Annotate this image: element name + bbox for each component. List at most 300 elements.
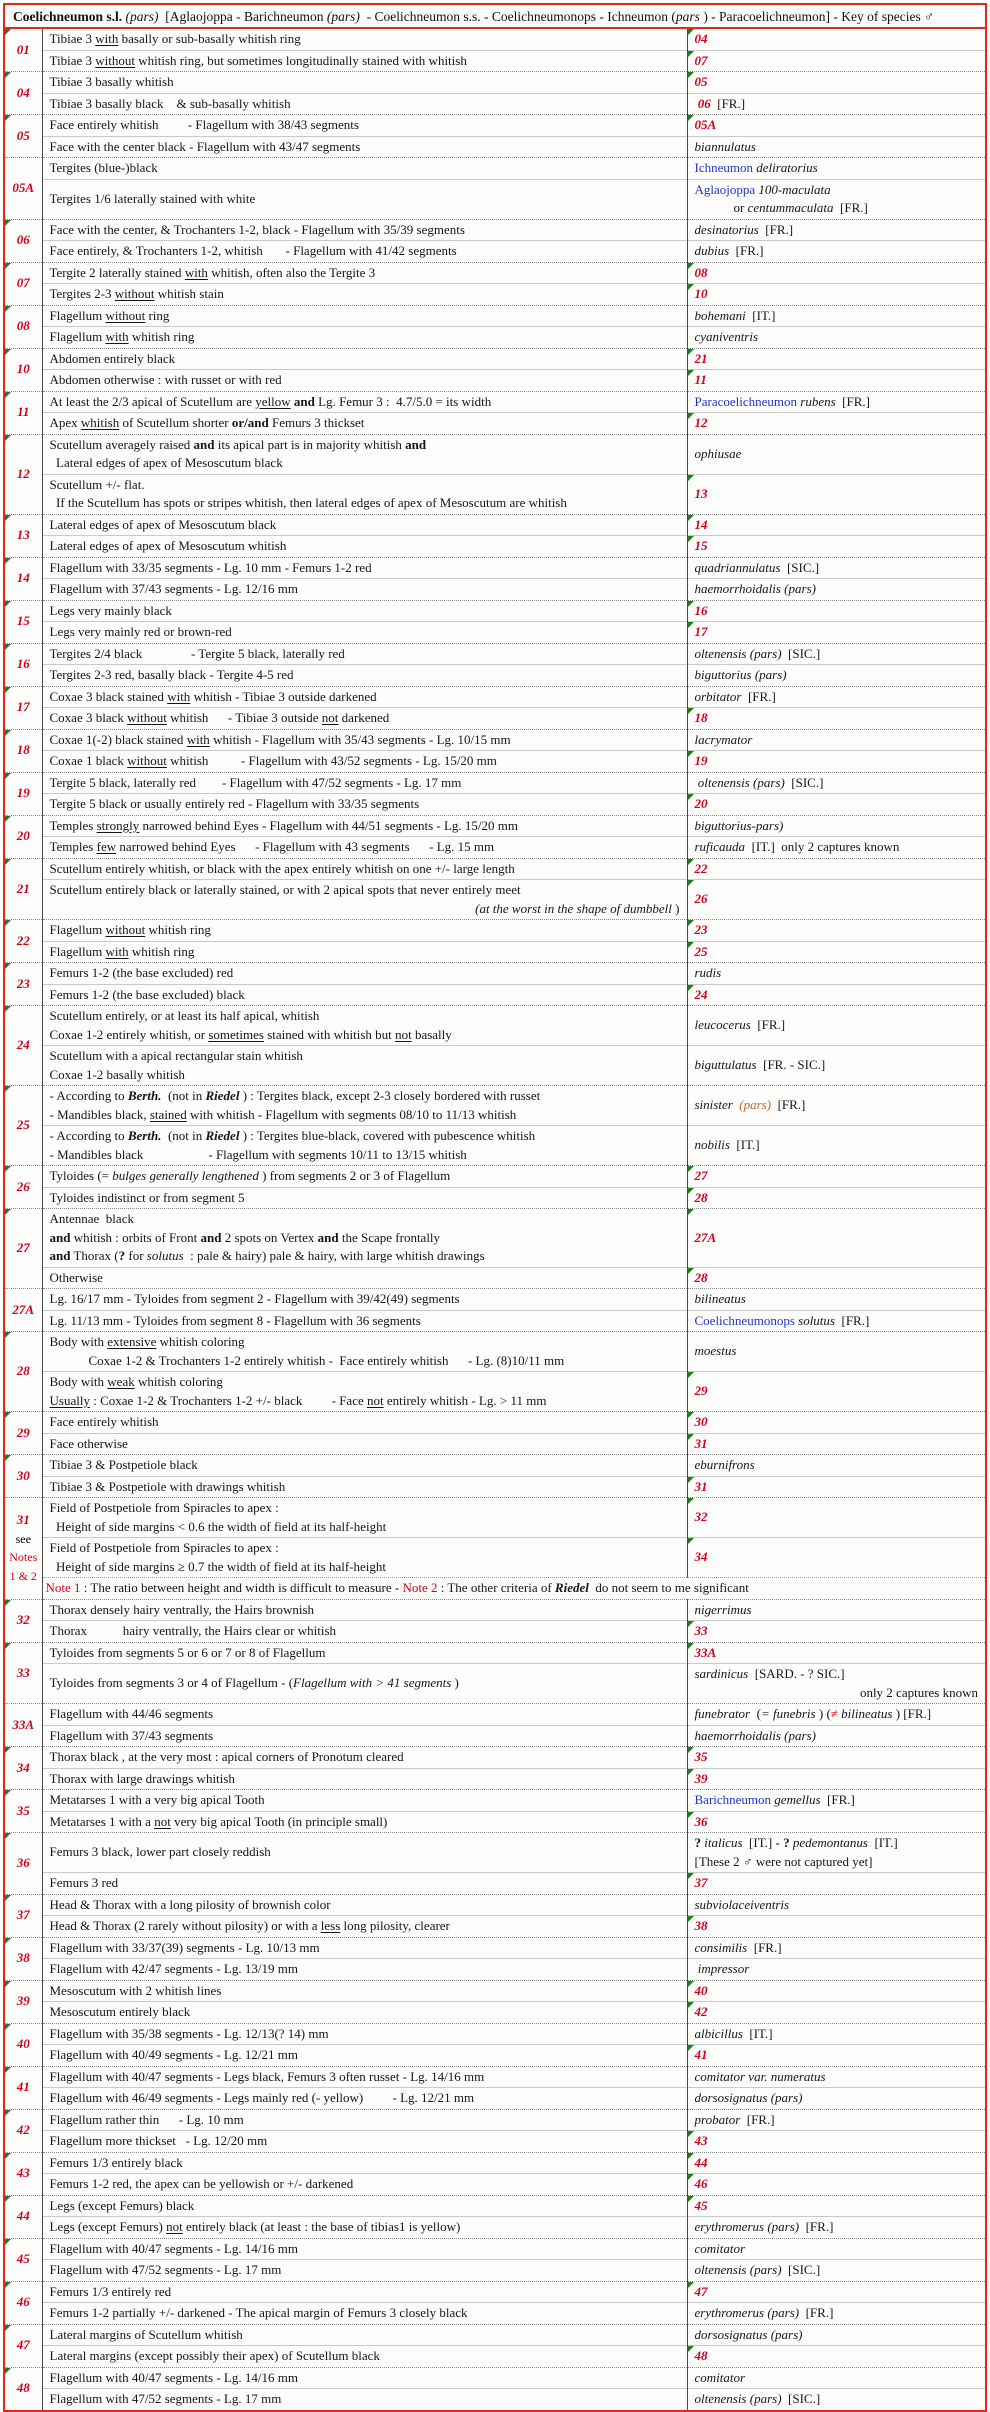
- branch-description: At least the 2/3 apical of Scutellum are yellow and Lg. Femur 3 : 4.7/5.0 = its width: [42, 391, 687, 413]
- branch-result-goto: 39: [687, 1768, 985, 1790]
- branch-description: Face entirely whitish - Flagellum with 38/43 segments: [42, 115, 687, 137]
- branch-description: Legs very mainly black: [42, 600, 687, 622]
- branch-result-goto: 46: [687, 2174, 985, 2196]
- branch-result-species: comitator: [687, 2238, 985, 2260]
- couplet-branch-row: [5, 1811, 985, 1833]
- couplet-branch-row: [5, 858, 985, 880]
- branch-description: Tergites 1/6 laterally stained with white: [42, 179, 687, 219]
- branch-result-goto: 12: [687, 413, 985, 435]
- branch-description: Coxae 1 black without whitish - Flagellum with 43/52 segments - Lg. 15/20 mm: [42, 751, 687, 773]
- couplet-number: 05: [5, 115, 42, 158]
- couplet-branch-row: [5, 557, 985, 579]
- branch-description: Lg. 11/13 mm - Tyloides from segment 8 - Flagellum with 36 segments: [42, 1310, 687, 1332]
- branch-result-goto: 34: [687, 1538, 985, 1578]
- branch-description: Tyloides from segments 3 or 4 of Flagellum - (Flagellum with > 41 segments ): [42, 1664, 687, 1704]
- couplet-number: 48: [5, 2367, 42, 2410]
- branch-result-goto: 38: [687, 1916, 985, 1938]
- couplet-branch-row: [5, 179, 985, 219]
- couplet-number: 28: [5, 1332, 42, 1412]
- couplet-branch-row: [5, 536, 985, 558]
- branch-description: Apex whitish of Scutellum shorter or/and Femurs 3 thickset: [42, 413, 687, 435]
- branch-description: Flagellum with 47/52 segments - Lg. 17 mm: [42, 2389, 687, 2410]
- note-row: [5, 1578, 985, 1600]
- couplet-branch-row: [5, 1980, 985, 2002]
- couplet-branch-row: [5, 751, 985, 773]
- branch-result-species: haemorrhoidalis (pars): [687, 1725, 985, 1747]
- branch-description: - According to Berth. (not in Riedel ) : Tergites blue-black, covered with pubescence whitish - Mandibles black - Flagellum with segments 10/11 to 13/15 whitish: [42, 1126, 687, 1166]
- couplet-number: 34: [5, 1747, 42, 1790]
- couplet-number: 05A: [5, 158, 42, 220]
- branch-result-species: oltenensis (pars) [SIC.]: [687, 772, 985, 794]
- couplet-branch-row: [5, 348, 985, 370]
- couplet-branch-row: [5, 2045, 985, 2067]
- couplet-branch-row: [5, 1704, 985, 1726]
- branch-result-goto: 36: [687, 1811, 985, 1833]
- branch-description: - According to Berth. (not in Riedel ) : Tergites black, except 2-3 closely bordered with russet - Mandibles black, stained with whitish - Flagellum with segments 08/10 to 11/13 whitish: [42, 1086, 687, 1126]
- couplet-branch-row: [5, 2367, 985, 2389]
- couplet-branch-row: [5, 1332, 985, 1372]
- branch-result-goto: 30: [687, 1412, 985, 1434]
- couplet-branch-row: [5, 136, 985, 158]
- branch-description: Temples few narrowed behind Eyes - Flagellum with 43 segments - Lg. 15 mm: [42, 837, 687, 859]
- branch-description: Flagellum with 33/35 segments - Lg. 10 mm - Femurs 1-2 red: [42, 557, 687, 579]
- couplet-number: 38: [5, 1937, 42, 1980]
- branch-description: Face with the center black - Flagellum with 43/47 segments: [42, 136, 687, 158]
- branch-result-goto: 35: [687, 1747, 985, 1769]
- couplet-number: 39: [5, 1980, 42, 2023]
- couplet-branch-row: [5, 963, 985, 985]
- couplet-branch-row: [5, 2152, 985, 2174]
- branch-description: Flagellum with 37/43 segments - Lg. 12/16 mm: [42, 579, 687, 601]
- couplet-number: 32: [5, 1599, 42, 1642]
- branch-result-goto: 37: [687, 1873, 985, 1895]
- branch-result-goto: 33A: [687, 1642, 985, 1664]
- branch-result-species: rudis: [687, 963, 985, 985]
- couplet-number: 23: [5, 963, 42, 1006]
- branch-result-species: quadriannulatus [SIC.]: [687, 557, 985, 579]
- couplet-branch-row: [5, 2002, 985, 2024]
- branch-description: Face otherwise: [42, 1433, 687, 1455]
- couplet-branch-row: [5, 941, 985, 963]
- branch-result-species: nigerrimus: [687, 1599, 985, 1621]
- branch-result-goto: 08: [687, 262, 985, 284]
- branch-description: Mesoscutum with 2 whitish lines: [42, 1980, 687, 2002]
- couplet-branch-row: [5, 2217, 985, 2239]
- couplet-branch-row: [5, 1267, 985, 1289]
- branch-result-goto: 33: [687, 1621, 985, 1643]
- couplet-branch-row: [5, 837, 985, 859]
- branch-description: Flagellum with whitish ring: [42, 941, 687, 963]
- branch-result-species: Paracoelichneumon rubens [FR.]: [687, 391, 985, 413]
- couplet-branch-row: [5, 772, 985, 794]
- couplet-branch-row: [5, 1937, 985, 1959]
- branch-description: Lateral margins (except possibly their apex) of Scutellum black: [42, 2346, 687, 2368]
- couplet-branch-row: [5, 920, 985, 942]
- branch-description: Femurs 1-2 partially +/- darkened - The apical margin of Femurs 3 closely black: [42, 2303, 687, 2325]
- branch-description: Tibiae 3 & Postpetiole with drawings whitish: [42, 1476, 687, 1498]
- couplet-branch-row: [5, 1455, 985, 1477]
- branch-description: Tibiae 3 with basally or sub-basally whitish ring: [42, 29, 687, 50]
- branch-result-goto: 10: [687, 284, 985, 306]
- couplet-branch-row: [5, 1166, 985, 1188]
- branch-description: Field of Postpetiole from Spiracles to apex : Height of side margins < 0.6 the width of field at its half-height: [42, 1498, 687, 1538]
- couplet-number: 26: [5, 1166, 42, 1209]
- couplet-branch-row: [5, 2109, 985, 2131]
- branch-result-species: oltenensis (pars) [SIC.]: [687, 2389, 985, 2410]
- couplet-branch-row: [5, 2389, 985, 2410]
- couplet-branch-row: [5, 579, 985, 601]
- branch-result-species: erythromerus (pars) [FR.]: [687, 2303, 985, 2325]
- branch-result-goto: 40: [687, 1980, 985, 2002]
- branch-description: Femurs 1-2 red, the apex can be yellowish or +/- darkened: [42, 2174, 687, 2196]
- couplet-branch-row: [5, 284, 985, 306]
- branch-result-species: lacrymator: [687, 729, 985, 751]
- couplet-branch-row: [5, 1187, 985, 1209]
- branch-result-species: sinister (pars) [FR.]: [687, 1086, 985, 1126]
- couplet-branch-row: [5, 1621, 985, 1643]
- branch-result-goto: 44: [687, 2152, 985, 2174]
- couplet-number: 45: [5, 2238, 42, 2281]
- couplet-branch-row: [5, 370, 985, 392]
- branch-description: Flagellum with 46/49 segments - Legs mainly red (- yellow) - Lg. 12/21 mm: [42, 2088, 687, 2110]
- couplet-branch-row: [5, 665, 985, 687]
- branch-description: Flagellum with whitish ring: [42, 327, 687, 349]
- branch-description: Femurs 1/3 entirely red: [42, 2281, 687, 2303]
- branch-result-goto: 15: [687, 536, 985, 558]
- branch-description: Otherwise: [42, 1267, 687, 1289]
- couplet-number: 06: [5, 219, 42, 262]
- couplet-branch-row: [5, 1833, 985, 1873]
- branch-result-species: erythromerus (pars) [FR.]: [687, 2217, 985, 2239]
- branch-result-goto: 22: [687, 858, 985, 880]
- branch-description: Head & Thorax with a long pilosity of brownish color: [42, 1894, 687, 1916]
- couplet-branch-row: [5, 1768, 985, 1790]
- branch-description: Scutellum entirely black or laterally stained, or with 2 apical spots that never entirely meet (at the worst in the shape of dumbbell ): [42, 880, 687, 920]
- branch-description: Tyloides from segments 5 or 6 or 7 or 8 of Flagellum: [42, 1642, 687, 1664]
- branch-description: Face entirely whitish: [42, 1412, 687, 1434]
- branch-result-species: albicillus [IT.]: [687, 2023, 985, 2045]
- branch-description: Flagellum with 33/37(39) segments - Lg. 10/13 mm: [42, 1937, 687, 1959]
- couplet-branch-row: [5, 2346, 985, 2368]
- couplet-branch-row: [5, 1642, 985, 1664]
- couplet-branch-row: [5, 708, 985, 730]
- branch-result-goto: 32: [687, 1498, 985, 1538]
- branch-result-goto: 05A: [687, 115, 985, 137]
- couplet-branch-row: [5, 2324, 985, 2346]
- branch-description: Flagellum without whitish ring: [42, 920, 687, 942]
- branch-description: Flagellum rather thin - Lg. 10 mm: [42, 2109, 687, 2131]
- couplet-branch-row: [5, 1664, 985, 1704]
- branch-description: Tergites 2-3 without whitish stain: [42, 284, 687, 306]
- couplet-number: 46: [5, 2281, 42, 2324]
- couplet-branch-row: [5, 241, 985, 263]
- branch-description: Tyloides (= bulges generally lengthened ) from segments 2 or 3 of Flagellum: [42, 1166, 687, 1188]
- branch-result-goto: 29: [687, 1372, 985, 1412]
- branch-result-species: biguttulatus [FR. - SIC.]: [687, 1046, 985, 1086]
- couplet-number: 17: [5, 686, 42, 729]
- couplet-branch-row: [5, 1873, 985, 1895]
- couplet-branch-row: [5, 93, 985, 115]
- branch-description: Temples strongly narrowed behind Eyes - Flagellum with 44/51 segments - Lg. 15/20 mm: [42, 815, 687, 837]
- couplet-branch-row: [5, 1725, 985, 1747]
- couplet-branch-row: [5, 815, 985, 837]
- page-title: Coelichneumon s.l. (pars) [Aglaojoppa - Barichneumon (pars) - Coelichneumon s.s. - Coelichneumonops - Ichneumon (pars ) - Paracoelichneumon] - Key of species ♂: [5, 5, 985, 29]
- couplet-branch-row: [5, 880, 985, 920]
- branch-description: Scutellum entirely, or at least its half apical, whitish Coxae 1-2 entirely whitish, or sometimes stained with whitish but not basally: [42, 1006, 687, 1046]
- branch-result-goto: 04: [687, 29, 985, 50]
- branch-result-goto: 17: [687, 622, 985, 644]
- branch-description: Tibiae 3 without whitish ring, but sometimes longitudinally stained with whitish: [42, 50, 687, 72]
- couplet-branch-row: [5, 1538, 985, 1578]
- couplet-branch-row: [5, 2088, 985, 2110]
- branch-description: Legs (except Femurs) not entirely black (at least : the base of tibias1 is yellow): [42, 2217, 687, 2239]
- branch-description: Lateral edges of apex of Mesoscutum whitish: [42, 536, 687, 558]
- couplet-number: 16: [5, 643, 42, 686]
- branch-result-species: oltenensis (pars) [SIC.]: [687, 2260, 985, 2282]
- couplet-number: 27A: [5, 1289, 42, 1332]
- branch-description: Field of Postpetiole from Spiracles to apex : Height of side margins ≥ 0.7 the width of field at its half-height: [42, 1538, 687, 1578]
- couplet-branch-row: [5, 686, 985, 708]
- branch-result-species: Aglaojoppa 100-maculata or centummaculata [FR.]: [687, 179, 985, 219]
- identification-key-page: [3, 3, 987, 2412]
- couplet-branch-row: [5, 2260, 985, 2282]
- couplet-branch-row: [5, 622, 985, 644]
- couplet-branch-row: [5, 1959, 985, 1981]
- branch-description: Flagellum with 40/47 segments - Lg. 14/16 mm: [42, 2367, 687, 2389]
- branch-result-species: orbitator [FR.]: [687, 686, 985, 708]
- branch-result-goto: 45: [687, 2195, 985, 2217]
- branch-description: Lg. 16/17 mm - Tyloides from segment 2 - Flagellum with 39/42(49) segments: [42, 1289, 687, 1311]
- branch-description: Scutellum +/- flat. If the Scutellum has spots or stripes whitish, then lateral edges of apex of Mesoscutum are whitish: [42, 474, 687, 514]
- branch-description: Tibiae 3 basally black & sub-basally whitish: [42, 93, 687, 115]
- branch-description: Tergites 2-3 red, basally black - Tergite 4-5 red: [42, 665, 687, 687]
- couplet-branch-row: [5, 1412, 985, 1434]
- branch-result-species: dorsosignatus (pars): [687, 2324, 985, 2346]
- branch-description: Tergite 5 black or usually entirely red - Flagellum with 33/35 segments: [42, 794, 687, 816]
- note-text: Note 1 : The ratio between height and width is difficult to measure - Note 2 : The other criteria of Riedel do not seem to me significant: [42, 1578, 985, 1600]
- branch-result-species: subviolaceiventris: [687, 1894, 985, 1916]
- couplet-number: 35: [5, 1790, 42, 1833]
- branch-description: Lateral margins of Scutellum whitish: [42, 2324, 687, 2346]
- couplet-branch-row: [5, 72, 985, 94]
- couplet-branch-row: [5, 115, 985, 137]
- branch-description: Scutellum with a apical rectangular stain whitish Coxae 1-2 basally whitish: [42, 1046, 687, 1086]
- couplet-branch-row: [5, 1433, 985, 1455]
- branch-description: Face entirely, & Trochanters 1-2, whitish - Flagellum with 41/42 segments: [42, 241, 687, 263]
- couplet-number: 01: [5, 29, 42, 72]
- couplet-number: 31 see Notes 1 & 2: [5, 1498, 42, 1600]
- couplet-branch-row: [5, 643, 985, 665]
- branch-description: Coxae 3 black without whitish - Tibiae 3 outside not darkened: [42, 708, 687, 730]
- branch-result-species: Barichneumon gemellus [FR.]: [687, 1790, 985, 1812]
- couplet-branch-row: [5, 1046, 985, 1086]
- couplet-number: 14: [5, 557, 42, 600]
- branch-description: Antennae black and whitish : orbits of Front and 2 spots on Vertex and the Scape frontally and Thorax (? for solutus : pale & hairy) pale & hairy, with large whitish drawings: [42, 1209, 687, 1268]
- couplet-branch-row: [5, 1006, 985, 1046]
- couplet-branch-row: [5, 2131, 985, 2153]
- branch-result-goto: 42: [687, 2002, 985, 2024]
- branch-description: Flagellum with 47/52 segments - Lg. 17 mm: [42, 2260, 687, 2282]
- branch-result-species: eburnifrons: [687, 1455, 985, 1477]
- branch-description: Femurs 3 red: [42, 1873, 687, 1895]
- couplet-number: 15: [5, 600, 42, 643]
- branch-description: Thorax with large drawings whitish: [42, 1768, 687, 1790]
- branch-result-goto: 24: [687, 984, 985, 1006]
- couplet-branch-row: [5, 1916, 985, 1938]
- couplet-branch-row: [5, 262, 985, 284]
- branch-result-goto: 26: [687, 880, 985, 920]
- branch-description: Metatarses 1 with a very big apical Tooth: [42, 1790, 687, 1812]
- couplet-branch-row: [5, 1310, 985, 1332]
- couplet-number: 37: [5, 1894, 42, 1937]
- couplet-number: 27: [5, 1209, 42, 1289]
- branch-result-goto: 31: [687, 1476, 985, 1498]
- branch-description: Mesoscutum entirely black: [42, 2002, 687, 2024]
- couplet-branch-row: [5, 1747, 985, 1769]
- branch-description: Femurs 3 black, lower part closely reddish: [42, 1833, 687, 1873]
- branch-description: Abdomen entirely black: [42, 348, 687, 370]
- couplet-number: 22: [5, 920, 42, 963]
- couplet-number: 21: [5, 858, 42, 920]
- branch-description: Metatarses 1 with a not very big apical Tooth (in principle small): [42, 1811, 687, 1833]
- branch-description: Tibiae 3 basally whitish: [42, 72, 687, 94]
- couplet-number: 24: [5, 1006, 42, 1086]
- branch-result-goto: 11: [687, 370, 985, 392]
- couplet-branch-row: [5, 1599, 985, 1621]
- branch-description: Femurs 1-2 (the base excluded) red: [42, 963, 687, 985]
- branch-result-species: dubius [FR.]: [687, 241, 985, 263]
- couplet-branch-row: [5, 1372, 985, 1412]
- couplet-number: 08: [5, 305, 42, 348]
- branch-description: Flagellum with 40/47 segments - Legs black, Femurs 3 often russet - Lg. 14/16 mm: [42, 2066, 687, 2088]
- branch-description: Femurs 1/3 entirely black: [42, 2152, 687, 2174]
- branch-result-species: biannulatus: [687, 136, 985, 158]
- couplet-branch-row: [5, 474, 985, 514]
- couplet-branch-row: [5, 1209, 985, 1268]
- couplet-number: 25: [5, 1086, 42, 1166]
- couplet-branch-row: [5, 1086, 985, 1126]
- branch-description: Thorax densely hairy ventrally, the Hairs brownish: [42, 1599, 687, 1621]
- couplet-number: 18: [5, 729, 42, 772]
- couplet-branch-row: [5, 2174, 985, 2196]
- branch-description: Tergite 2 laterally stained with whitish, often also the Tergite 3: [42, 262, 687, 284]
- branch-result-species: dorsosignatus (pars): [687, 2088, 985, 2110]
- couplet-number: 12: [5, 434, 42, 514]
- couplet-branch-row: [5, 1476, 985, 1498]
- couplet-number: 42: [5, 2109, 42, 2152]
- branch-result-species: ophiusae: [687, 434, 985, 474]
- couplet-branch-row: [5, 29, 985, 50]
- branch-result-goto: 25: [687, 941, 985, 963]
- branch-description: Femurs 1-2 (the base excluded) black: [42, 984, 687, 1006]
- branch-result-goto: 21: [687, 348, 985, 370]
- branch-result-species: impressor: [687, 1959, 985, 1981]
- branch-result-species: biguttorius (pars): [687, 665, 985, 687]
- branch-result-species: comitator var. numeratus: [687, 2066, 985, 2088]
- couplet-number: 44: [5, 2195, 42, 2238]
- branch-result-species: probator [FR.]: [687, 2109, 985, 2131]
- branch-description: Flagellum with 44/46 segments: [42, 1704, 687, 1726]
- branch-result-goto: 13: [687, 474, 985, 514]
- couplet-number: 33A: [5, 1704, 42, 1747]
- branch-description: Body with extensive whitish coloring Coxae 1-2 & Trochanters 1-2 entirely whitish - Face entirely whitish - Lg. (8)10/11 mm: [42, 1332, 687, 1372]
- branch-result-goto: 27A: [687, 1209, 985, 1268]
- couplet-branch-row: [5, 2281, 985, 2303]
- key-table: [5, 29, 985, 2410]
- branch-description: Scutellum averagely raised and its apical part is in majority whitish and Lateral edges of apex of Mesoscutum black: [42, 434, 687, 474]
- couplet-number: 10: [5, 348, 42, 391]
- couplet-number: 40: [5, 2023, 42, 2066]
- branch-description: Flagellum with 37/43 segments: [42, 1725, 687, 1747]
- branch-result-species: desinatorius [FR.]: [687, 219, 985, 241]
- branch-result-goto: 14: [687, 514, 985, 536]
- couplet-branch-row: [5, 2238, 985, 2260]
- branch-result-goto: 05: [687, 72, 985, 94]
- couplet-branch-row: [5, 729, 985, 751]
- branch-result-species: sardinicus [SARD. - ? SIC.] only 2 captures known: [687, 1664, 985, 1704]
- branch-result-species: 06 [FR.]: [687, 93, 985, 115]
- couplet-number: 07: [5, 262, 42, 305]
- couplet-branch-row: [5, 434, 985, 474]
- couplet-number: 20: [5, 815, 42, 858]
- couplet-branch-row: [5, 984, 985, 1006]
- branch-description: Flagellum with 40/47 segments - Lg. 14/16 mm: [42, 2238, 687, 2260]
- branch-description: Tyloides indistinct or from segment 5: [42, 1187, 687, 1209]
- branch-description: Thorax hairy ventrally, the Hairs clear or whitish: [42, 1621, 687, 1643]
- branch-description: Tibiae 3 & Postpetiole black: [42, 1455, 687, 1477]
- branch-result-species: cyaniventris: [687, 327, 985, 349]
- couplet-number: 04: [5, 72, 42, 115]
- couplet-branch-row: [5, 1498, 985, 1538]
- branch-result-goto: 28: [687, 1267, 985, 1289]
- couplet-branch-row: [5, 2023, 985, 2045]
- branch-result-species: bilineatus: [687, 1289, 985, 1311]
- branch-description: Flagellum with 42/47 segments - Lg. 13/19 mm: [42, 1959, 687, 1981]
- couplet-branch-row: [5, 2066, 985, 2088]
- couplet-branch-row: [5, 391, 985, 413]
- branch-result-goto: 23: [687, 920, 985, 942]
- branch-description: Legs very mainly red or brown-red: [42, 622, 687, 644]
- couplet-branch-row: [5, 1790, 985, 1812]
- couplet-number: 47: [5, 2324, 42, 2367]
- branch-result-goto: 19: [687, 751, 985, 773]
- couplet-branch-row: [5, 158, 985, 180]
- branch-result-species: leucocerus [FR.]: [687, 1006, 985, 1046]
- couplet-branch-row: [5, 600, 985, 622]
- couplet-number: 13: [5, 514, 42, 557]
- branch-result-goto: 41: [687, 2045, 985, 2067]
- branch-description: Coxae 1(-2) black stained with whitish - Flagellum with 35/43 segments - Lg. 10/15 mm: [42, 729, 687, 751]
- branch-result-species: Coelichneumonops solutus [FR.]: [687, 1310, 985, 1332]
- branch-result-species: comitator: [687, 2367, 985, 2389]
- branch-result-species: consimilis [FR.]: [687, 1937, 985, 1959]
- branch-result-goto: 27: [687, 1166, 985, 1188]
- couplet-branch-row: [5, 327, 985, 349]
- branch-result-species: nobilis [IT.]: [687, 1126, 985, 1166]
- couplet-number: 19: [5, 772, 42, 815]
- couplet-branch-row: [5, 2303, 985, 2325]
- branch-result-goto: 20: [687, 794, 985, 816]
- branch-description: Body with weak whitish coloring Usually : Coxae 1-2 & Trochanters 1-2 +/- black - Face not entirely whitish - Lg. > 11 mm: [42, 1372, 687, 1412]
- branch-result-goto: 07: [687, 50, 985, 72]
- couplet-branch-row: [5, 514, 985, 536]
- branch-description: Coxae 3 black stained with whitish - Tibiae 3 outside darkened: [42, 686, 687, 708]
- couplet-branch-row: [5, 1289, 985, 1311]
- couplet-branch-row: [5, 1894, 985, 1916]
- key-table-body: [5, 29, 985, 2410]
- branch-description: Flagellum without ring: [42, 305, 687, 327]
- branch-result-species: oltenensis (pars) [SIC.]: [687, 643, 985, 665]
